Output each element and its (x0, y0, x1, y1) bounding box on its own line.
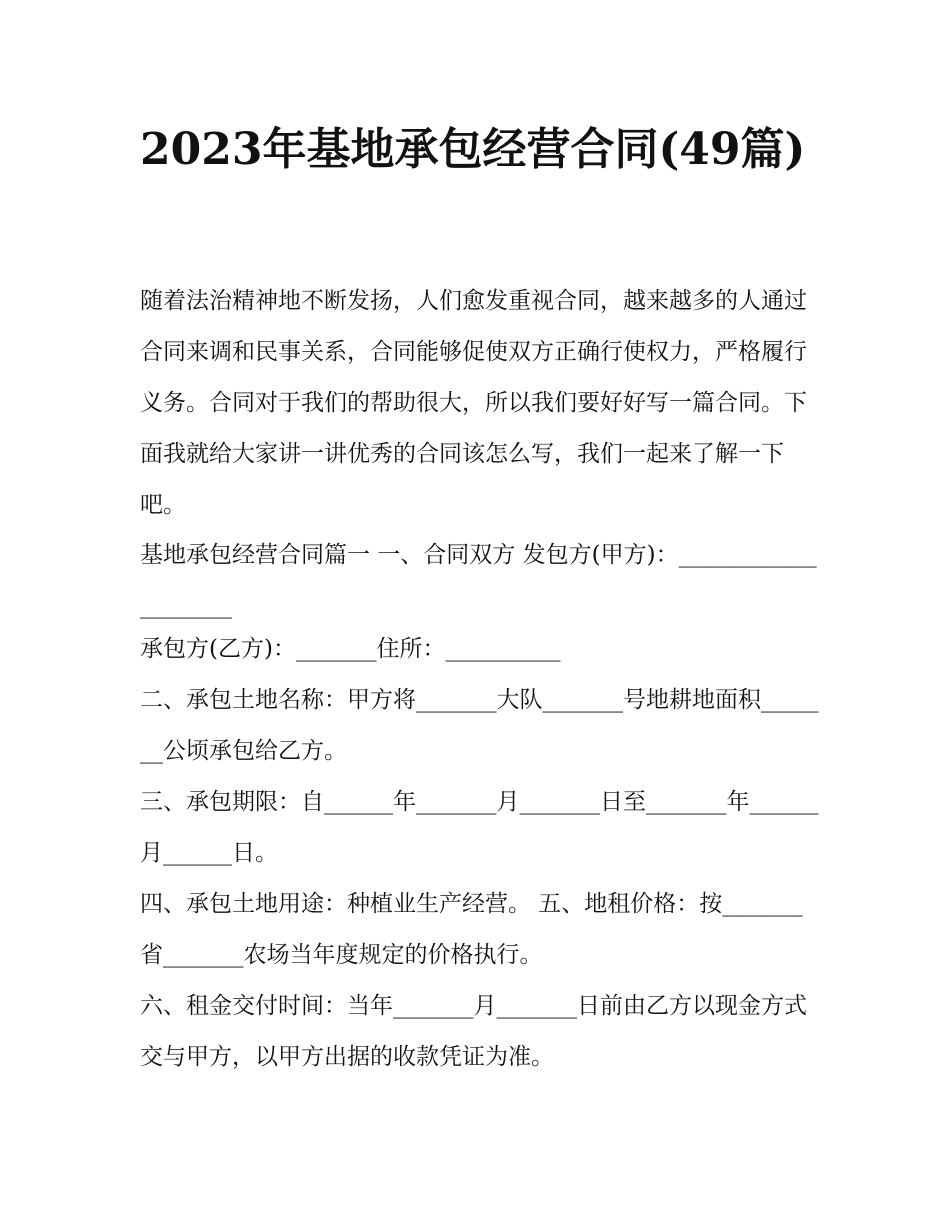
contract-parties-paragraph: 基地承包经营合同篇一 一、合同双方 发包方(甲方)：____________________ (140, 542, 817, 619)
land-name-paragraph: 二、承包土地名称：甲方将_______大队_______号地耕地面积_______公顷承包给乙方。 (140, 687, 819, 764)
land-use-price-paragraph: 四、承包土地用途：种植业生产经营。 五、地租价格：按_______省_______农场当年度规定的价格执行。 (140, 891, 803, 968)
contractor-paragraph: 承包方(乙方)：_______住所：__________ (140, 636, 561, 662)
document-title: 2023年基地承包经营合同(49篇) (140, 124, 806, 175)
rent-payment-paragraph: 六、租金交付时间：当年_______月_______日前由乙方以现金方式交与甲方，以甲方出据的收款凭证为准。 (140, 993, 807, 1070)
contract-period-paragraph: 三、承包期限：自______年_______月_______日至_______年______月______日。 (140, 789, 819, 866)
intro-paragraph: 随着法治精神地不断发扬，人们愈发重视合同，越来越多的人通过合同来调和民事关系，合同能够促使双方正确行使权力，严格履行义务。合同对于我们的帮助很大，所以我们要好好写一篇合同。下面我就给大家讲一讲优秀的合同该怎么写，我们一起来了解一下吧。 (140, 288, 807, 518)
